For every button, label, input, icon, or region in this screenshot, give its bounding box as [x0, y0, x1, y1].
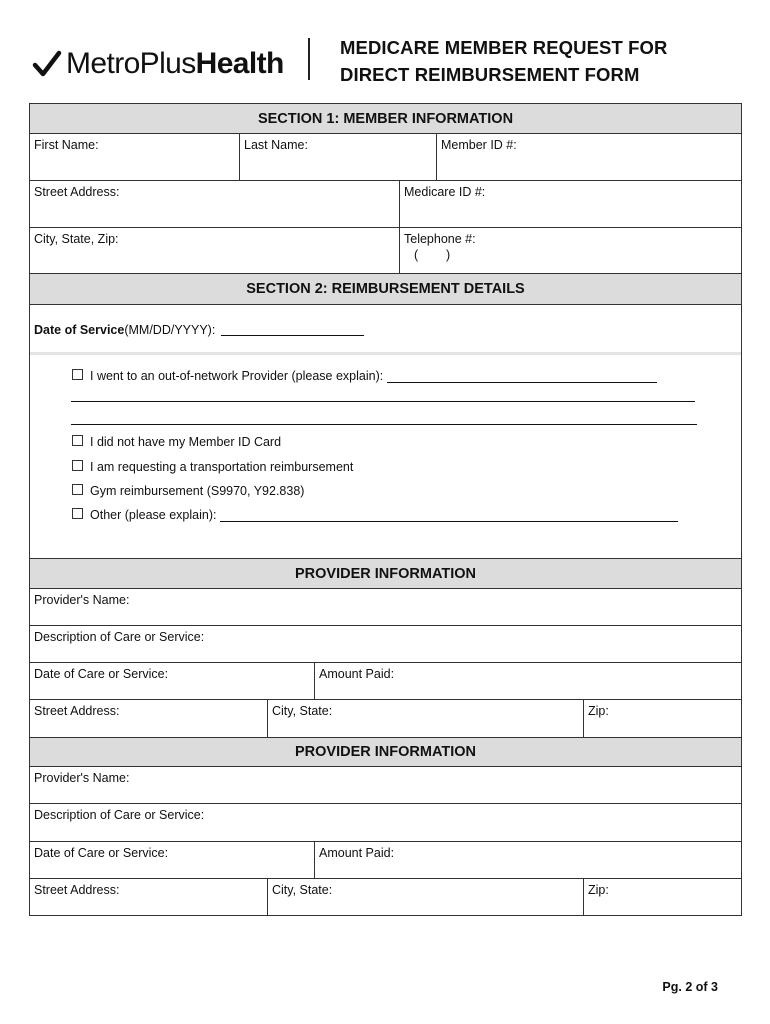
- medicare-id-field[interactable]: [400, 181, 741, 227]
- provider2-zip-field[interactable]: [584, 879, 741, 915]
- option-other: [72, 508, 678, 522]
- provider1-city-state-label: City, State:: [272, 704, 333, 718]
- section1-header: [30, 104, 741, 134]
- section2-header: [30, 274, 741, 305]
- other-checkbox[interactable]: [72, 508, 83, 519]
- provider1-zip-field[interactable]: [584, 700, 741, 737]
- provider1-description-field[interactable]: [30, 626, 741, 662]
- other-explain-input[interactable]: [220, 509, 678, 522]
- provider1-title: PROVIDER INFORMATION: [295, 565, 476, 582]
- provider1-zip-label: Zip:: [588, 704, 609, 718]
- provider2-name-field[interactable]: [30, 767, 741, 803]
- form-title-line2: DIRECT REIMBURSEMENT FORM: [340, 64, 640, 85]
- provider2-date-row: [30, 842, 741, 879]
- provider2-street-field[interactable]: [30, 879, 268, 915]
- page-number: Pg. 2 of 3: [662, 980, 718, 994]
- provider1-date-field[interactable]: [30, 663, 315, 699]
- provider2-description-field[interactable]: [30, 804, 741, 841]
- member-id-field[interactable]: [437, 134, 741, 180]
- provider1-description-label: Description of Care or Service:: [34, 630, 205, 644]
- checkmark-icon: [32, 49, 62, 79]
- option-gym: [72, 484, 304, 498]
- provider1-amount-label: Amount Paid:: [319, 667, 395, 681]
- provider1-name-field[interactable]: [30, 589, 741, 625]
- section2-title: SECTION 2: REIMBURSEMENT DETAILS: [246, 281, 525, 297]
- provider2-city-state-label: City, State:: [272, 883, 333, 897]
- provider2-description-label: Description of Care or Service:: [34, 808, 205, 822]
- form-title-line1: MEDICARE MEMBER REQUEST FOR: [340, 37, 668, 58]
- provider1-date-row: [30, 663, 741, 700]
- provider1-amount-field[interactable]: [315, 663, 741, 699]
- reimbursement-details: [30, 305, 741, 559]
- provider1-street-label: Street Address:: [34, 704, 120, 718]
- provider2-date-label: Date of Care or Service:: [34, 846, 169, 860]
- header-divider: [308, 38, 310, 80]
- option-no-id-card: [72, 435, 281, 449]
- provider1-name-row: [30, 589, 741, 626]
- first-name-label: First Name:: [34, 138, 99, 152]
- member-id-label: Member ID #:: [441, 138, 517, 152]
- form-title: [340, 34, 668, 88]
- brand-bold: Health: [195, 47, 284, 80]
- street-address-label: Street Address:: [34, 185, 120, 199]
- option-transportation: [72, 460, 353, 474]
- street-address-field[interactable]: [30, 181, 400, 227]
- city-phone-row: [30, 228, 741, 274]
- out-of-network-checkbox[interactable]: [72, 369, 83, 380]
- out-of-network-explain-input[interactable]: [387, 370, 657, 383]
- provider1-address-row: [30, 700, 741, 738]
- reimbursement-form: [29, 103, 742, 916]
- provider1-date-label: Date of Care or Service:: [34, 667, 169, 681]
- date-of-service-format: (MM/DD/YYYY):: [124, 323, 216, 337]
- date-of-service: [34, 323, 364, 337]
- other-label: Other (please explain):: [90, 508, 217, 522]
- gym-checkbox[interactable]: [72, 484, 83, 495]
- option-out-of-network: [72, 369, 657, 383]
- date-of-service-input[interactable]: [221, 323, 364, 336]
- provider2-name-label: Provider's Name:: [34, 771, 130, 785]
- transportation-checkbox[interactable]: [72, 460, 83, 471]
- provider2-date-field[interactable]: [30, 842, 315, 878]
- provider1-header: [30, 559, 741, 589]
- provider2-amount-field[interactable]: [315, 842, 741, 878]
- provider1-city-state-field[interactable]: [268, 700, 584, 737]
- brand-light: MetroPlus: [66, 47, 196, 80]
- explain-line-2[interactable]: [71, 424, 697, 425]
- metroplus-logo: [32, 44, 284, 84]
- explain-line-1[interactable]: [71, 401, 695, 402]
- no-id-card-label: I did not have my Member ID Card: [90, 435, 282, 449]
- telephone-field[interactable]: [400, 228, 741, 273]
- telephone-label: Telephone #:: [404, 232, 476, 246]
- provider2-address-row: [30, 879, 741, 916]
- first-name-field[interactable]: [30, 134, 240, 180]
- address-row: [30, 181, 741, 228]
- city-state-zip-field[interactable]: [30, 228, 400, 273]
- gym-label: Gym reimbursement (S9970, Y92.838): [90, 484, 305, 498]
- provider2-title: PROVIDER INFORMATION: [295, 744, 476, 760]
- provider2-city-state-field[interactable]: [268, 879, 584, 915]
- brand-name: [66, 49, 284, 79]
- provider2-street-label: Street Address:: [34, 883, 120, 897]
- provider1-name-label: Provider's Name:: [34, 593, 130, 607]
- provider2-description-row: [30, 804, 741, 842]
- no-id-card-checkbox[interactable]: [72, 435, 83, 446]
- transportation-label: I am requesting a transportation reimbursement: [90, 460, 354, 474]
- out-of-network-label: I went to an out-of-network Provider (please explain):: [90, 369, 384, 383]
- member-name-row: [30, 134, 741, 181]
- medicare-id-label: Medicare ID #:: [404, 185, 486, 199]
- telephone-parentheses: ( ): [414, 248, 451, 262]
- provider2-amount-label: Amount Paid:: [319, 846, 395, 860]
- provider2-header: [30, 738, 741, 767]
- provider1-street-field[interactable]: [30, 700, 268, 737]
- provider1-description-row: [30, 626, 741, 663]
- provider2-name-row: [30, 767, 741, 804]
- provider2-zip-label: Zip:: [588, 883, 609, 897]
- last-name-field[interactable]: [240, 134, 437, 180]
- city-state-zip-label: City, State, Zip:: [34, 232, 119, 246]
- date-of-service-label: Date of Service: [34, 323, 125, 337]
- shaded-separator: [30, 352, 741, 355]
- section1-title: SECTION 1: MEMBER INFORMATION: [257, 110, 514, 127]
- last-name-label: Last Name:: [244, 138, 308, 152]
